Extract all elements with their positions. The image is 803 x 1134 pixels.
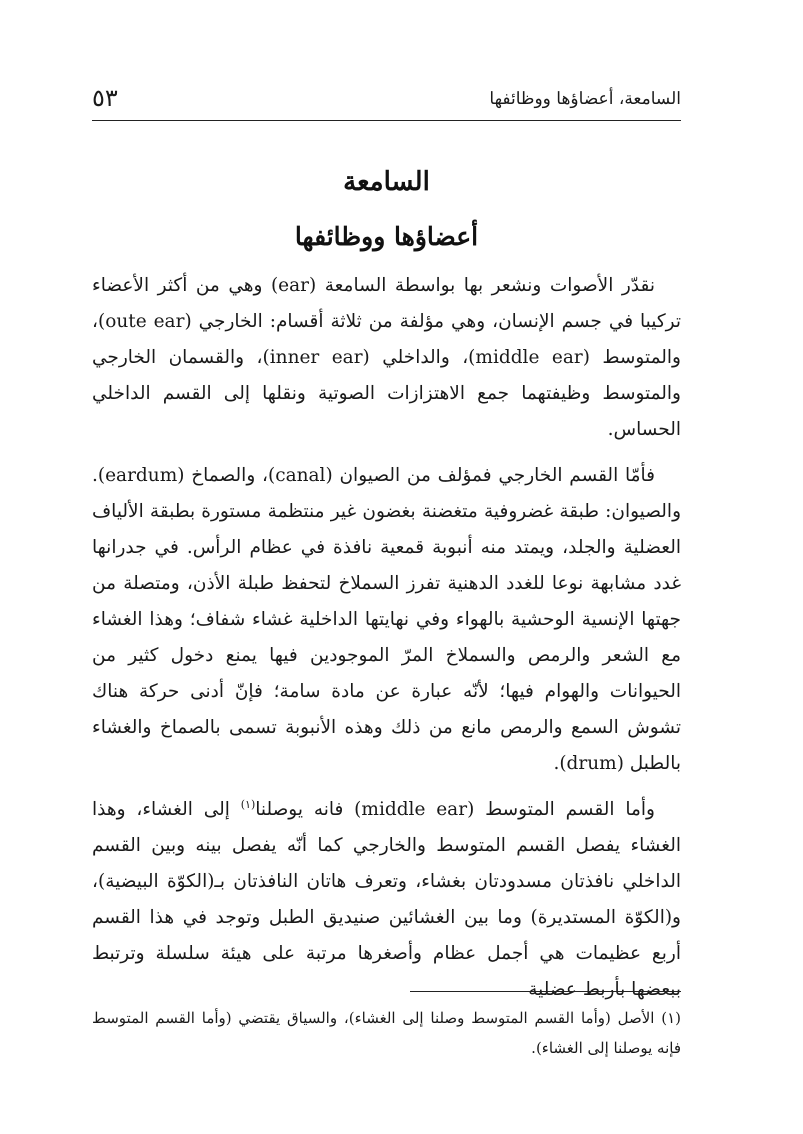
body-text: [92, 268, 681, 1018]
chapter-title: السامعة: [343, 167, 430, 197]
running-title: السامعة، أعضاؤها ووظائفها: [489, 89, 681, 109]
page-number: ٥٣: [92, 84, 118, 112]
chapter-subtitle: أعضاؤها ووظائفها: [294, 222, 479, 251]
english-term: oute ear: [105, 311, 185, 332]
english-term: middle ear: [475, 347, 583, 368]
english-term: eardum: [105, 465, 178, 486]
english-term: middle ear: [361, 799, 468, 820]
english-term: ear: [278, 275, 309, 296]
english-term: inner ear: [269, 347, 363, 368]
english-term: canal: [275, 465, 326, 486]
footnote: [92, 1003, 681, 1063]
paragraph-1: نقدّر الأصوات ونشعر بها بواسطة السامعة (ear) وهي من أكثر الأعضاء تركيبا في جسم الإنسان، وهي مؤلفة من ثلاثة أقسام: الخارجي (oute ear)، والمتوسط (middle ear)، والداخلي (inner ear)، والقسمان الخارجي والمتوسط وظيفتهما جمع الاهتزازات الصوتية ونقلها إلى القسم الداخلي الحساس.: [92, 275, 682, 440]
english-term: drum: [566, 753, 617, 774]
header-rule: [92, 120, 681, 121]
running-header: [92, 82, 681, 114]
paragraph-2: فأمّا القسم الخارجي فمؤلف من الصيوان (canal)، والصماخ (eardum). والصيوان: طبقة غضروفية متغضنة بغضون غير منتظمة مستورة بطبقة الألياف العضلية والجلد، ويمتد منه أنبوبة قمعية نافذة في عظام الرأس. في جدرانها غدد مشابهة نوعا للغدد الدهنية تفرز السملاخ لتحفظ طبلة الأذن، ومتصلة من جهتها الإنسية الوحشية بالهواء وفي نهايتها الداخلية غشاء شفاف؛ وهذا الغشاء مع الشعر والرمص والسملاخ المرّ الموجودين فيها يمنع دخول كثير من الحيوانات والهوام فيها؛ لأنّه عبارة عن مادة سامة؛ فإنّ أدنى حركة هناك تشوش السمع والرمص مانع من ذلك وهذه الأنبوبة تسمى بالصماخ والغشاء بالطبل (drum).: [92, 465, 681, 774]
footnote-marker[interactable]: (١): [240, 797, 256, 811]
footnote-text: (١) الأصل (وأما القسم المتوسط وصلنا إلى الغشاء)، والسياق يقتضي (وأما القسم المتوسط فإنه يوصلنا إلى الغشاء).: [92, 1009, 681, 1057]
footnote-rule: [410, 991, 681, 992]
paragraph-3: وأما القسم المتوسط (middle ear) فانه يوصلنا$^{(١)}$ إلى الغشاء، وهذا الغشاء يفصل القسم المتوسط والخارجي كما أنّه يفصل بينه وبين القسم الداخلي نافذتان مسدودتان بغشاء، وتعرف هاتان النافذتان بـ(الكوّة البيضية)، و(الكوّة المستديرة) وما بين الغشائين صنيديق الطبل وتوجد في هذا القسم أربع عظيمات هي أجمل عظام وأصغرها مرتبة على هيئة سلسلة وترتبط ببعضها بأربط عضلية: [92, 797, 681, 1000]
